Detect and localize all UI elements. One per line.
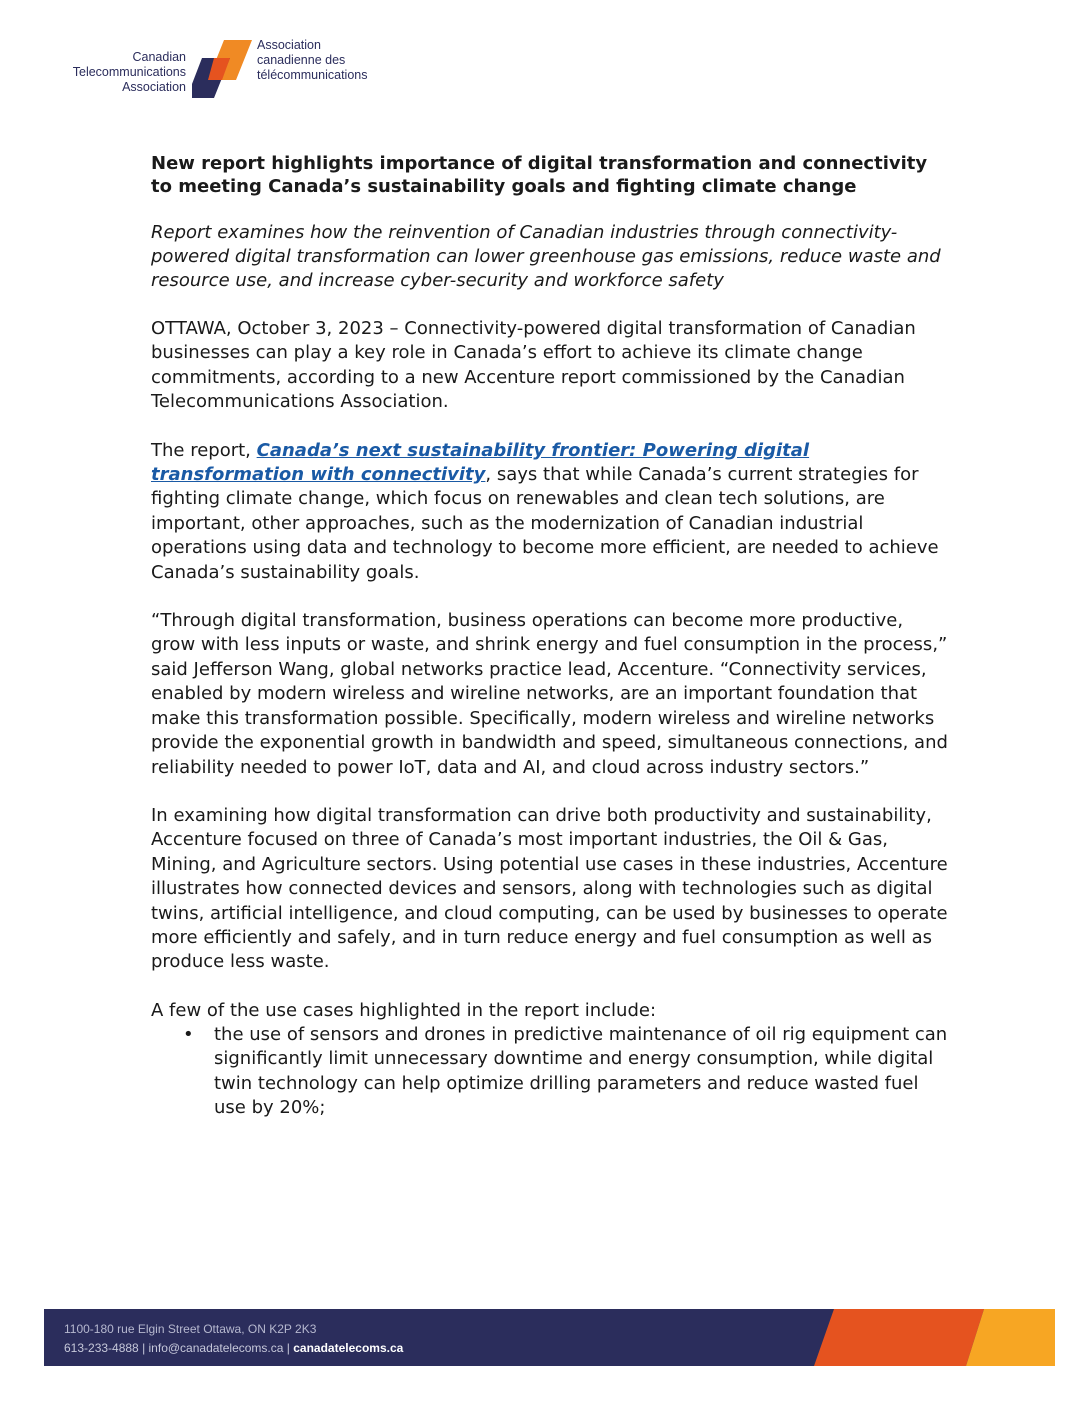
logo-text-french [257, 38, 367, 83]
logo-line: Canadian [132, 50, 186, 64]
subheadline: Report examines how the reinvention of Canadian industries through connectivity-powered digital transformation can lower greenhouse gas emissions, reduce waste and resource use, and increase cyber-security and workforce safety [151, 222, 941, 291]
paragraph-report [151, 439, 951, 585]
letterhead [56, 38, 396, 100]
footer-phone-email: 613-233-4888 | info@canadatelecoms.ca | [64, 1341, 294, 1355]
footer-bar [44, 1309, 1055, 1366]
report-link[interactable]: Canada’s next sustainability frontier: Powering digital transformation with connectivity [151, 439, 810, 486]
paragraph-quote: “Through digital transformation, business operations can become more productive, grow with less inputs or waste, and shrink energy and fuel consumption in the process,” said Jefferson Wang, global networks practice lead, Accenture. “Connectivity services, enabled by modern wireless and wireline networks, are an important foundation that make this transformation possible. Specifically, modern wireless and wireline networks provide the exponential growth in bandwidth and speed, simultaneous connections, and reliability needed to power IoT, data and AI, and cloud across industry sectors.” [151, 610, 948, 778]
logo-line: Association [257, 38, 321, 52]
bullet-icon: • [183, 1023, 194, 1045]
press-release-body [151, 152, 951, 1120]
list-item-text: the use of sensors and drones in predictive maintenance of oil rig equipment can significantly limit unnecessary downtime and energy consumption, while digital twin technology can help optimize drilling parameters and reduce wasted fuel use by 20%; [214, 1023, 948, 1118]
logo-line: Association [122, 80, 186, 94]
logo-line: télécommunications [257, 68, 368, 82]
footer-address: 1100-180 rue Elgin Street Ottawa, ON K2P 2K3 [64, 1322, 317, 1336]
paragraph-text: , says that while Canada’s current strategies for fighting climate change, which focus on renewables and clean tech solutions, are important, other approaches, such as the modernization of Canadian industrial operations using data and technology to become more efficient, are needed to achieve Canada’s sustainability goals. [151, 464, 939, 583]
paragraph-dateline: OTTAWA, October 3, 2023 – Connectivity-powered digital transformation of Canadian businesses can play a key role in Canada’s effort to achieve its climate change commitments, according to a new Accenture report commissioned by the Canadian Telecommunications Association. [151, 318, 916, 413]
paragraph-text: The report, [151, 439, 257, 461]
footer-contact [64, 1341, 403, 1355]
logo-text-english [56, 50, 186, 95]
paragraph-industries: In examining how digital transformation can drive both productivity and sustainability, Accenture focused on three of Canada’s most important industries, the Oil & Gas, Mining, and Agriculture sectors. Using potential use cases in these industries, Accenture illustrates how connected devices and sensors, along with technologies such as digital twins, artificial intelligence, and cloud computing, can be used by businesses to operate more efficiently and safely, and in turn reduce energy and fuel consumption as well as produce less waste. [151, 804, 948, 973]
paragraph-use-cases-intro: A few of the use cases highlighted in the report include: [151, 999, 657, 1021]
logo-line: canadienne des [257, 53, 346, 67]
footer-website-link[interactable]: canadatelecoms.ca [293, 1341, 404, 1355]
footer-background [44, 1309, 1055, 1366]
headline: New report highlights importance of digital transformation and connectivity to meeting Canada’s sustainability goals and fighting climate change [151, 153, 928, 197]
association-logo-icon [192, 40, 252, 98]
use-case-list [151, 1023, 951, 1121]
list-item [181, 1023, 951, 1121]
logo-line: Telecommunications [72, 65, 186, 79]
